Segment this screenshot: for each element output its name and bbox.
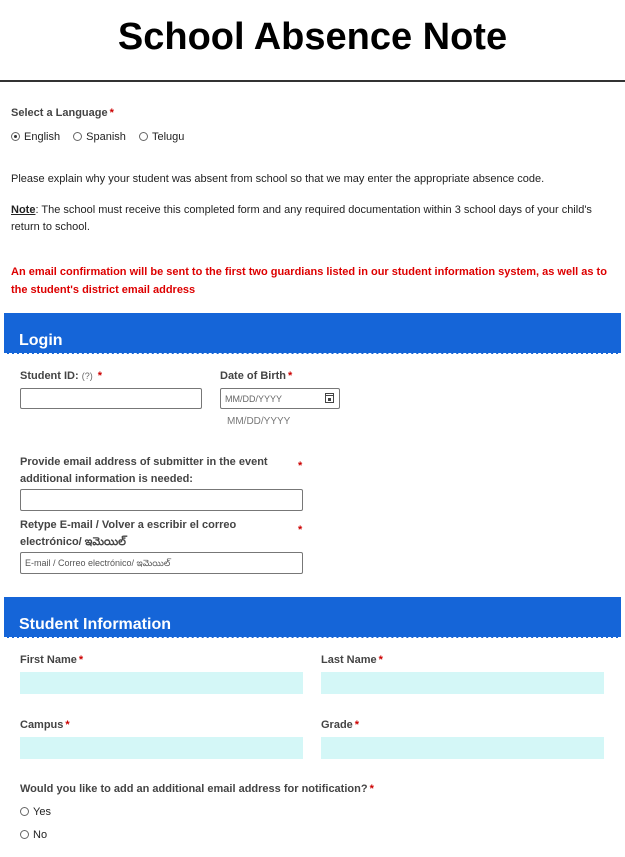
additional-email-question: Would you like to add an additional email address for notification? * [20, 783, 374, 795]
submitter-email-required: * [298, 460, 303, 472]
radio-icon[interactable] [73, 132, 82, 141]
grade-label: Grade * [321, 719, 360, 731]
grade-select[interactable] [321, 737, 604, 759]
radio-icon[interactable] [20, 807, 29, 816]
submitter-email-input[interactable] [20, 489, 303, 511]
additional-email-no[interactable]: No [20, 829, 47, 841]
calendar-icon[interactable] [325, 393, 334, 403]
retype-email-label: Retype E-mail / Volver a escribir el correo electrónico/ ఇమెయిల్ [20, 519, 237, 548]
dob-input[interactable]: MM/DD/YYYY [220, 388, 340, 409]
first-name-input[interactable] [20, 672, 303, 694]
explain-text: Please explain why your student was absent from school so that we may enter the appropriate absence code. [11, 173, 545, 185]
last-name-label: Last Name * [321, 654, 383, 666]
language-options [11, 131, 184, 143]
last-name-input[interactable] [321, 672, 604, 694]
email-notice: An email confirmation will be sent to the first two guardians listed in our student information system, as well as to the student's district email address [11, 266, 607, 296]
login-section-header: Login [4, 313, 621, 354]
submitter-email-label: Provide email address of submitter in the event additional information is needed: [20, 456, 268, 485]
campus-select[interactable] [20, 737, 303, 759]
note-text: Note: The school must receive this completed form and any required documentation within 3 school days of your child's return to school. [11, 204, 592, 233]
student-id-input[interactable] [20, 388, 202, 409]
student-info-section-header: Student Information [4, 597, 621, 638]
dob-hint: MM/DD/YYYY [227, 416, 291, 427]
radio-icon[interactable] [20, 830, 29, 839]
retype-email-input[interactable]: E-mail / Correo electrónico/ ఇమెయిల్ [20, 552, 303, 574]
first-name-label: First Name * [20, 654, 84, 666]
radio-icon[interactable] [139, 132, 148, 141]
student-id-label: Student ID: (?) * [20, 370, 103, 382]
language-option-spanish[interactable]: Spanish [73, 131, 126, 143]
language-option-english[interactable]: English [11, 131, 60, 143]
radio-selected-icon[interactable] [11, 132, 20, 141]
retype-email-required: * [298, 524, 303, 536]
help-icon[interactable]: (?) [81, 371, 93, 381]
note-label: Note [11, 204, 36, 216]
additional-email-yes[interactable]: Yes [20, 806, 51, 818]
page-title: School Absence Note [117, 16, 508, 58]
title-divider [0, 80, 625, 82]
dob-label: Date of Birth * [220, 370, 293, 382]
language-label: Select a Language * [11, 107, 114, 119]
campus-label: Campus * [20, 719, 70, 731]
language-option-telugu[interactable]: Telugu [139, 131, 184, 143]
